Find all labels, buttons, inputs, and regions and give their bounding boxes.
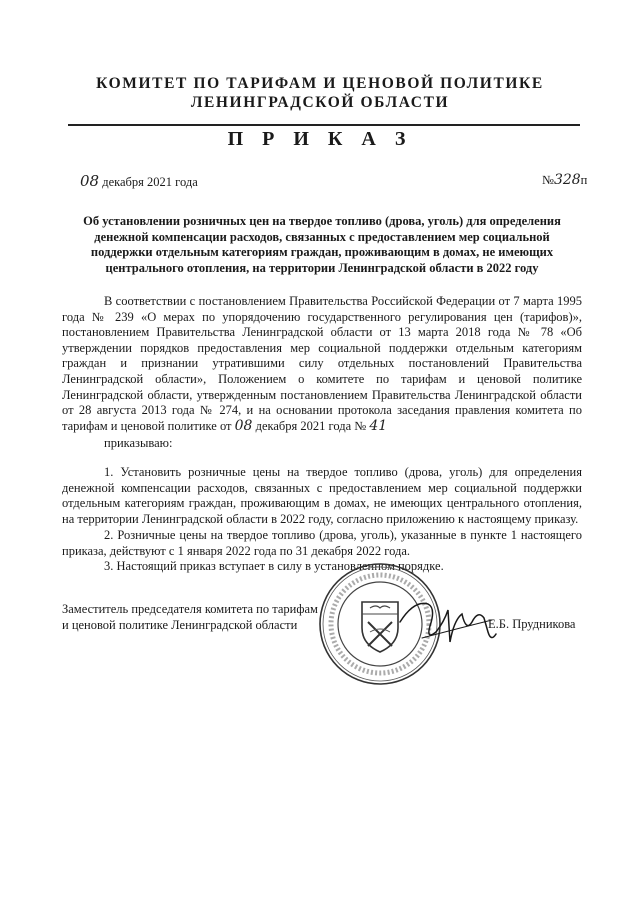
preamble-day-handwritten: 08 (234, 417, 253, 434)
order-word-text: приказываю: (104, 436, 173, 450)
signatory-name: Е.Б. Прудникова (488, 617, 576, 631)
number-suffix: п (580, 173, 588, 187)
preamble-num-handwritten: 41 (369, 417, 388, 434)
item-2-text: 2. Розничные цены на твердое топливо (дрова, уголь), указанные в пункте 1 настоящего приказа, действуют с 1 января 2022 года по 31 декабря 2022 года. (62, 528, 582, 558)
document-subject: Об установлении розничных цен на твердое топливо (дрова, уголь) для определения денежной компенсации расходов, связанных с предоставлением мер социальной поддержки отдельным категориям граждан, проживающим в домах, не имеющих центрального отопления, на территории Ленинградской области в 2022 году (83, 214, 561, 275)
preamble-text: В соответствии с постановлением Правительства Российской Федерации от 7 марта 1995 года № 239 «О мерах по упорядочению государственного регулирования цен (тарифов)», постановлением Правительства Ленинградской области от 13 марта 2018 года № 78 «Об утверждении порядков предоставления мер социальной поддержки отдельным категориям граждан и признании утратившими силу отдельных постановлений Правительства Ленинградской области», Положением о комитете по тарифам и ценовой политике Ленинградской области, утвержденным постановлением Правительства Ленинградской области от 28 августа 2013 года № 274, и на основании протокола заседания правления комитета по тарифам и ценовой политике от (62, 294, 582, 433)
date-day-handwritten: 08 (80, 172, 100, 190)
handwritten-signature (392, 592, 502, 654)
date-rest: декабря 2021 года (102, 175, 198, 189)
header-rule (68, 124, 580, 126)
signatory-position-line1: Заместитель председателя комитета по тарифам (62, 602, 318, 616)
org-name-line1: КОМИТЕТ ПО ТАРИФАМ И ЦЕНОВОЙ ПОЛИТИКЕ (96, 75, 544, 92)
number-prefix: № (542, 173, 554, 187)
number-handwritten: 328 (553, 172, 581, 188)
item-1-text: 1. Установить розничные цены на твердое топливо (дрова, уголь) для определения денежной компенсации расходов, связанных с предоставлением мер социальной поддержки отдельным категориям граждан, проживающим в домах, не имеющих центрального отопления, на территории Ленинградской области в 2022 году, согласно приложению к настоящему приказу. (62, 465, 582, 526)
document-title: П Р И К А З (227, 128, 413, 150)
signatory-position-line2: и ценовой политике Ленинградской области (62, 617, 298, 632)
item-3-text: 3. Настоящий приказ вступает в силу в установленном порядке. (104, 559, 444, 573)
document-date (80, 172, 198, 190)
preamble-paragraph (62, 294, 582, 434)
item-1 (62, 465, 582, 527)
item-2 (62, 528, 582, 559)
document-number (542, 172, 587, 188)
signatory-position (62, 602, 318, 633)
order-word (62, 436, 582, 452)
org-name-line2: ЛЕНИНГРАДСКОЙ ОБЛАСТИ (190, 94, 450, 111)
preamble-tail: декабря 2021 года № (255, 418, 367, 433)
